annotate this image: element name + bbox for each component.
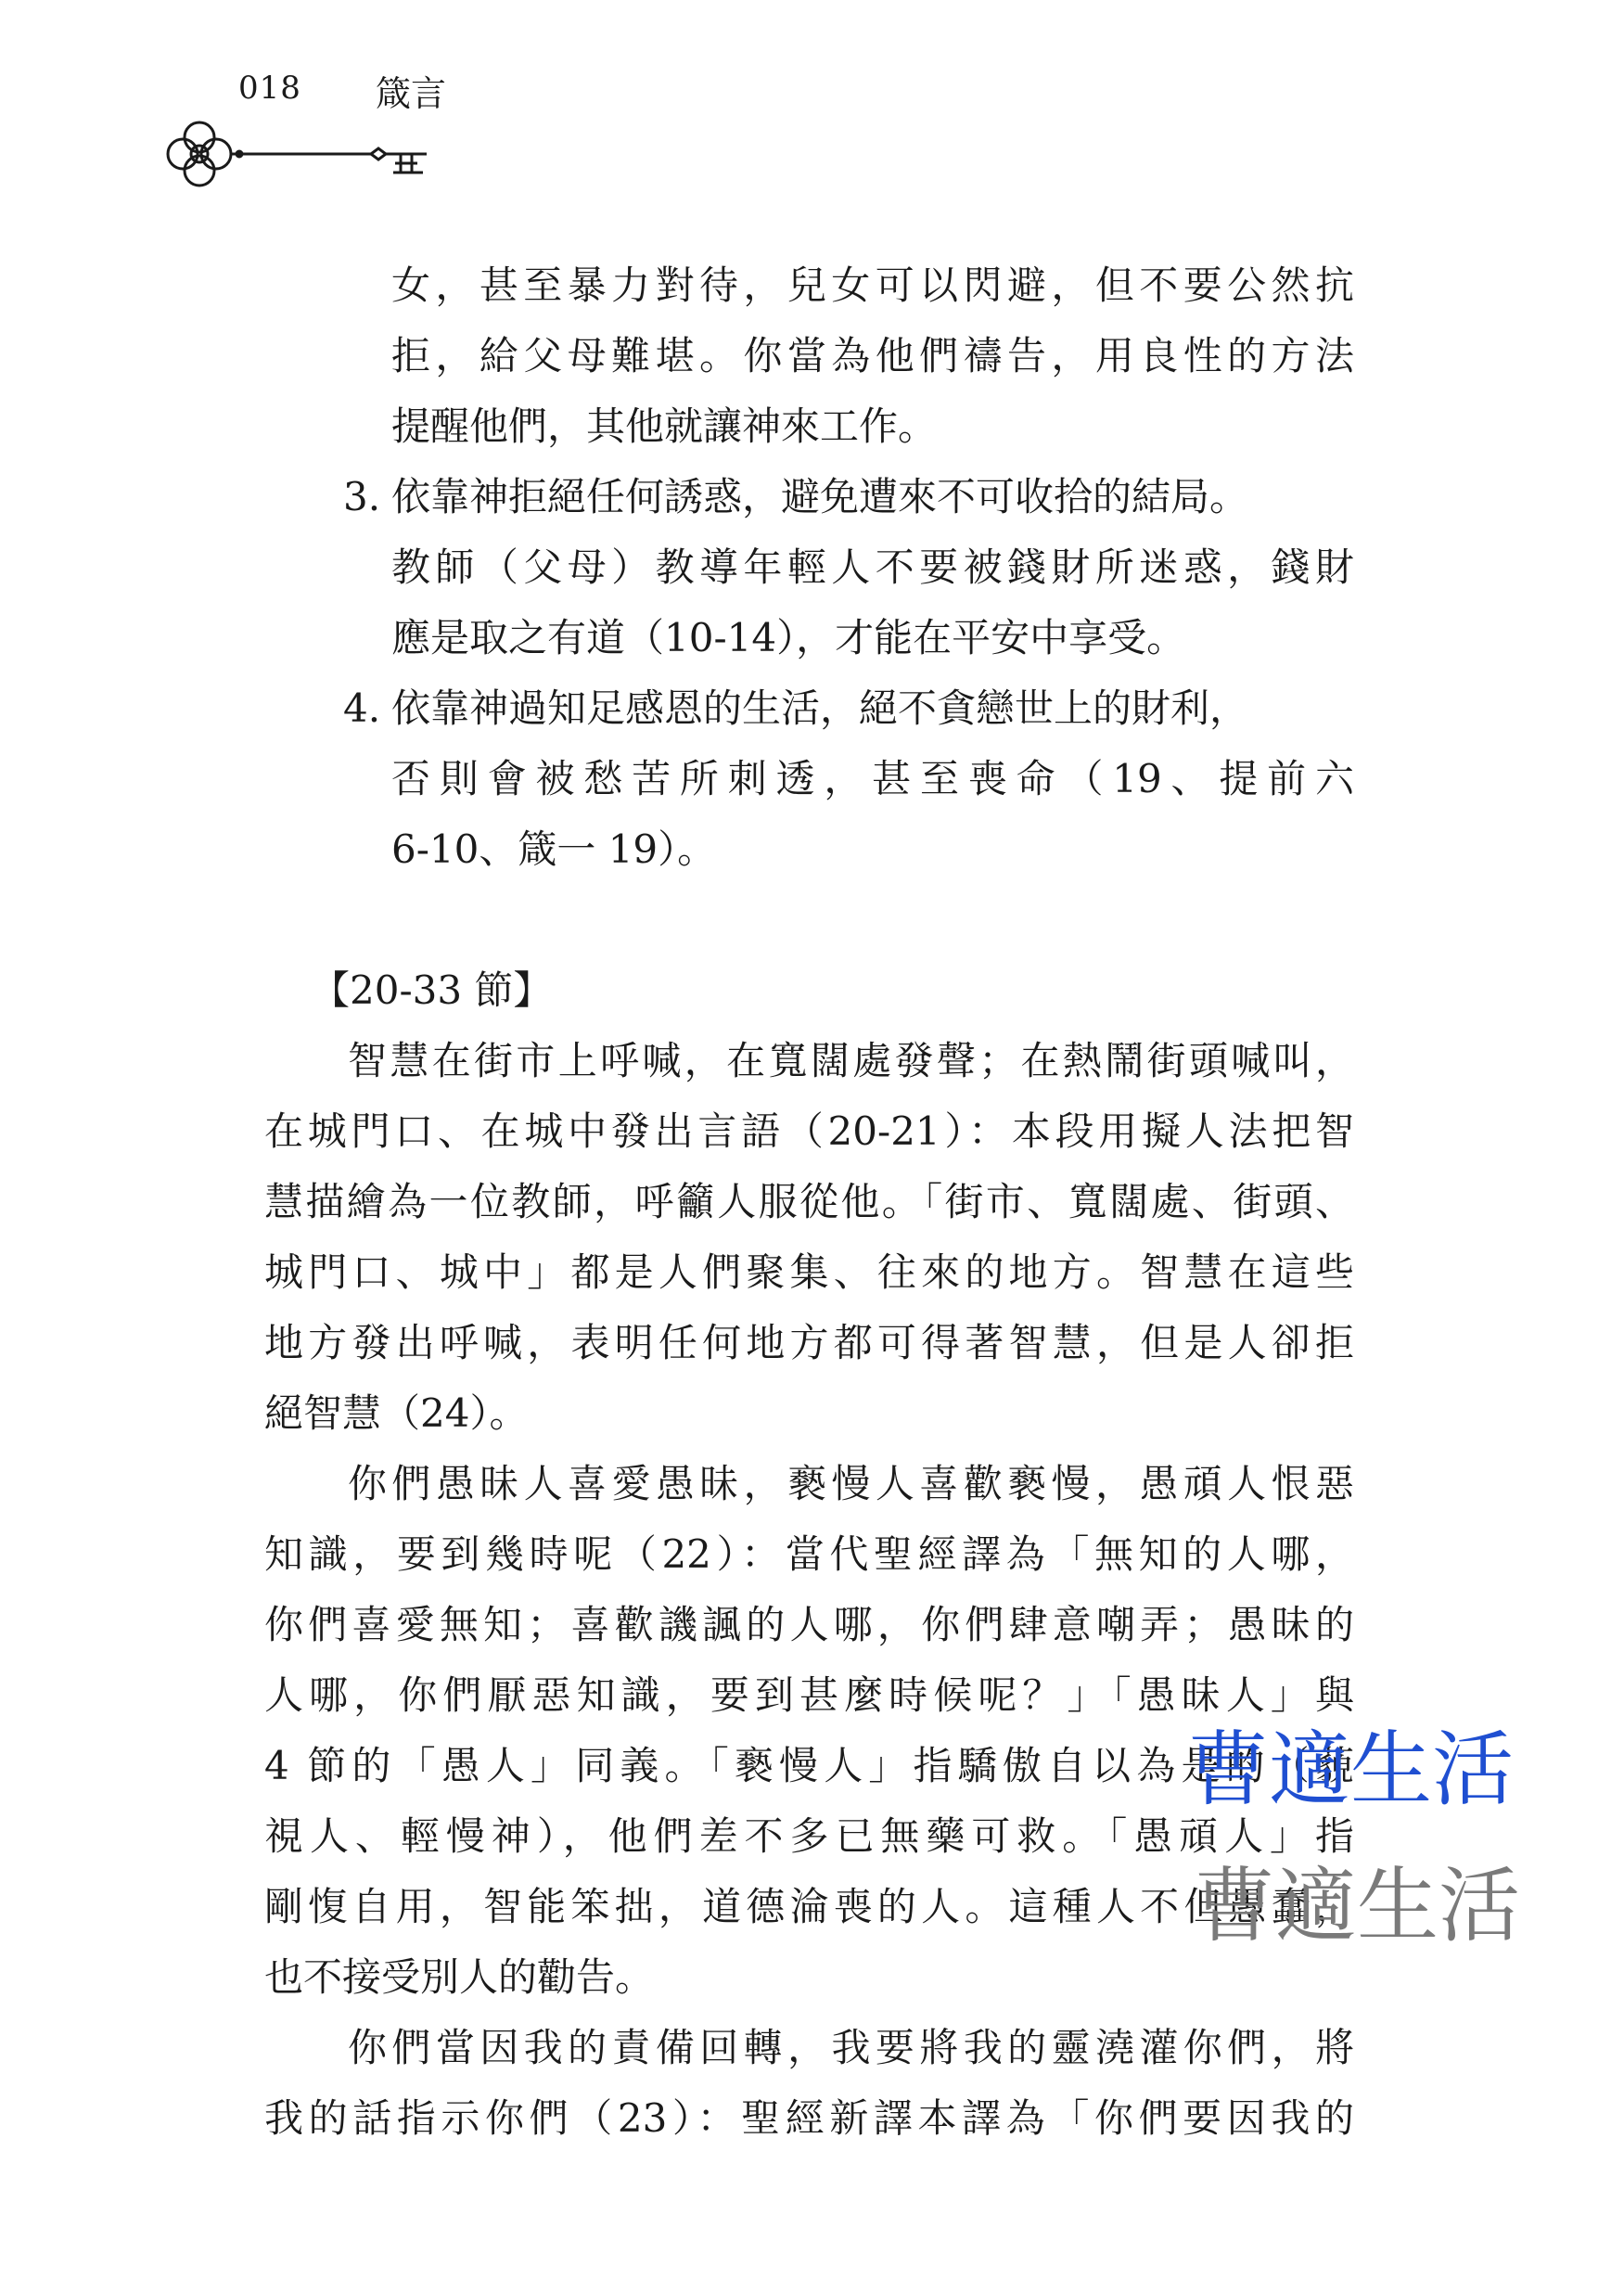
text-line: 你們喜愛無知；喜歡譏諷的人哪，你們肆意嘲弄；愚昧的 — [264, 1602, 1354, 1647]
text-line: 依靠神過知足感恩的生活，絕不貪戀世上的財利， — [391, 685, 1249, 731]
text-line: 人哪，你們厭惡知識，要到甚麼時候呢？」「愚昧人」與 — [264, 1672, 1354, 1718]
watermark-blue: 曹適生活 — [1187, 1722, 1515, 1817]
list-number: 3. — [343, 474, 381, 519]
text-line: 絕智慧（24）。 — [264, 1390, 529, 1436]
section-heading: 【20-33 節】 — [311, 967, 553, 1013]
key-ornament-icon — [148, 102, 445, 204]
text-line: 女，甚至暴力對待，兒女可以閃避，但不要公然抗 — [391, 262, 1354, 308]
text-line: 你們愚昧人喜愛愚昧，褻慢人喜歡褻慢，愚頑人恨惡 — [348, 1461, 1354, 1506]
running-book-title: 箴言 — [376, 73, 447, 114]
watermark-gray: 曹適生活 — [1194, 1858, 1521, 1953]
list-item-4 — [264, 673, 1354, 744]
list-item-3 — [264, 462, 1354, 532]
section-gap — [264, 885, 1354, 955]
text-line: 慧描繪為一位教師，呼籲人服從他。「街市、寬闊處、街頭、 — [264, 1179, 1354, 1224]
page-body — [264, 250, 1354, 2154]
text-line: 4 節的「愚人」同義。「褻慢人」指驕傲自以為是的（藐 — [264, 1743, 1354, 1788]
text-line: 也不接受別人的勸告。 — [264, 1954, 655, 2000]
text-line: 教師（父母）教導年輕人不要被錢財所迷惑，錢財 — [391, 544, 1354, 590]
text-line: 應是取之有道（10-14），才能在平安中享受。 — [391, 615, 1186, 660]
text-line: 我的話指示你們（23）：聖經新譯本譯為「你們要因我的 — [264, 2095, 1354, 2141]
text-line: 你們當因我的責備回轉，我要將我的靈澆灌你們，將 — [348, 2025, 1354, 2070]
list-number: 4. — [343, 685, 381, 731]
text-line: 剛愎自用，智能笨拙，道德淪喪的人。這種人不但愚蠢， — [264, 1884, 1354, 1929]
text-line: 否則會被愁苦所刺透，甚至喪命（19、提前六 — [391, 756, 1354, 801]
page-header — [0, 0, 1624, 204]
text-line: 地方發出呼喊，表明任何地方都可得著智慧，但是人卻拒 — [264, 1320, 1354, 1365]
page-number: 018 — [238, 70, 301, 107]
text-line: 依靠神拒絕任何誘惑，避免遭來不可收拾的結局。 — [391, 474, 1249, 519]
text-line: 城門口、城中」都是人們聚集、往來的地方。智慧在這些 — [264, 1249, 1354, 1295]
text-line: 視人、輕慢神），他們差不多已無藥可救。「愚頑人」指 — [264, 1813, 1354, 1859]
text-line: 智慧在街市上呼喊，在寬闊處發聲；在熱鬧街頭喊叫， — [348, 1038, 1354, 1083]
text-line: 提醒他們，其他就讓神來工作。 — [391, 403, 938, 449]
text-line: 6-10、箴一 19）。 — [391, 826, 717, 872]
text-line: 拒，給父母難堪。你當為他們禱告，用良性的方法 — [391, 333, 1354, 378]
text-line: 在城門口、在城中發出言語（20-21）：本段用擬人法把智 — [264, 1108, 1354, 1154]
text-line: 知識，要到幾時呢（22）：當代聖經譯為「無知的人哪， — [264, 1531, 1354, 1577]
